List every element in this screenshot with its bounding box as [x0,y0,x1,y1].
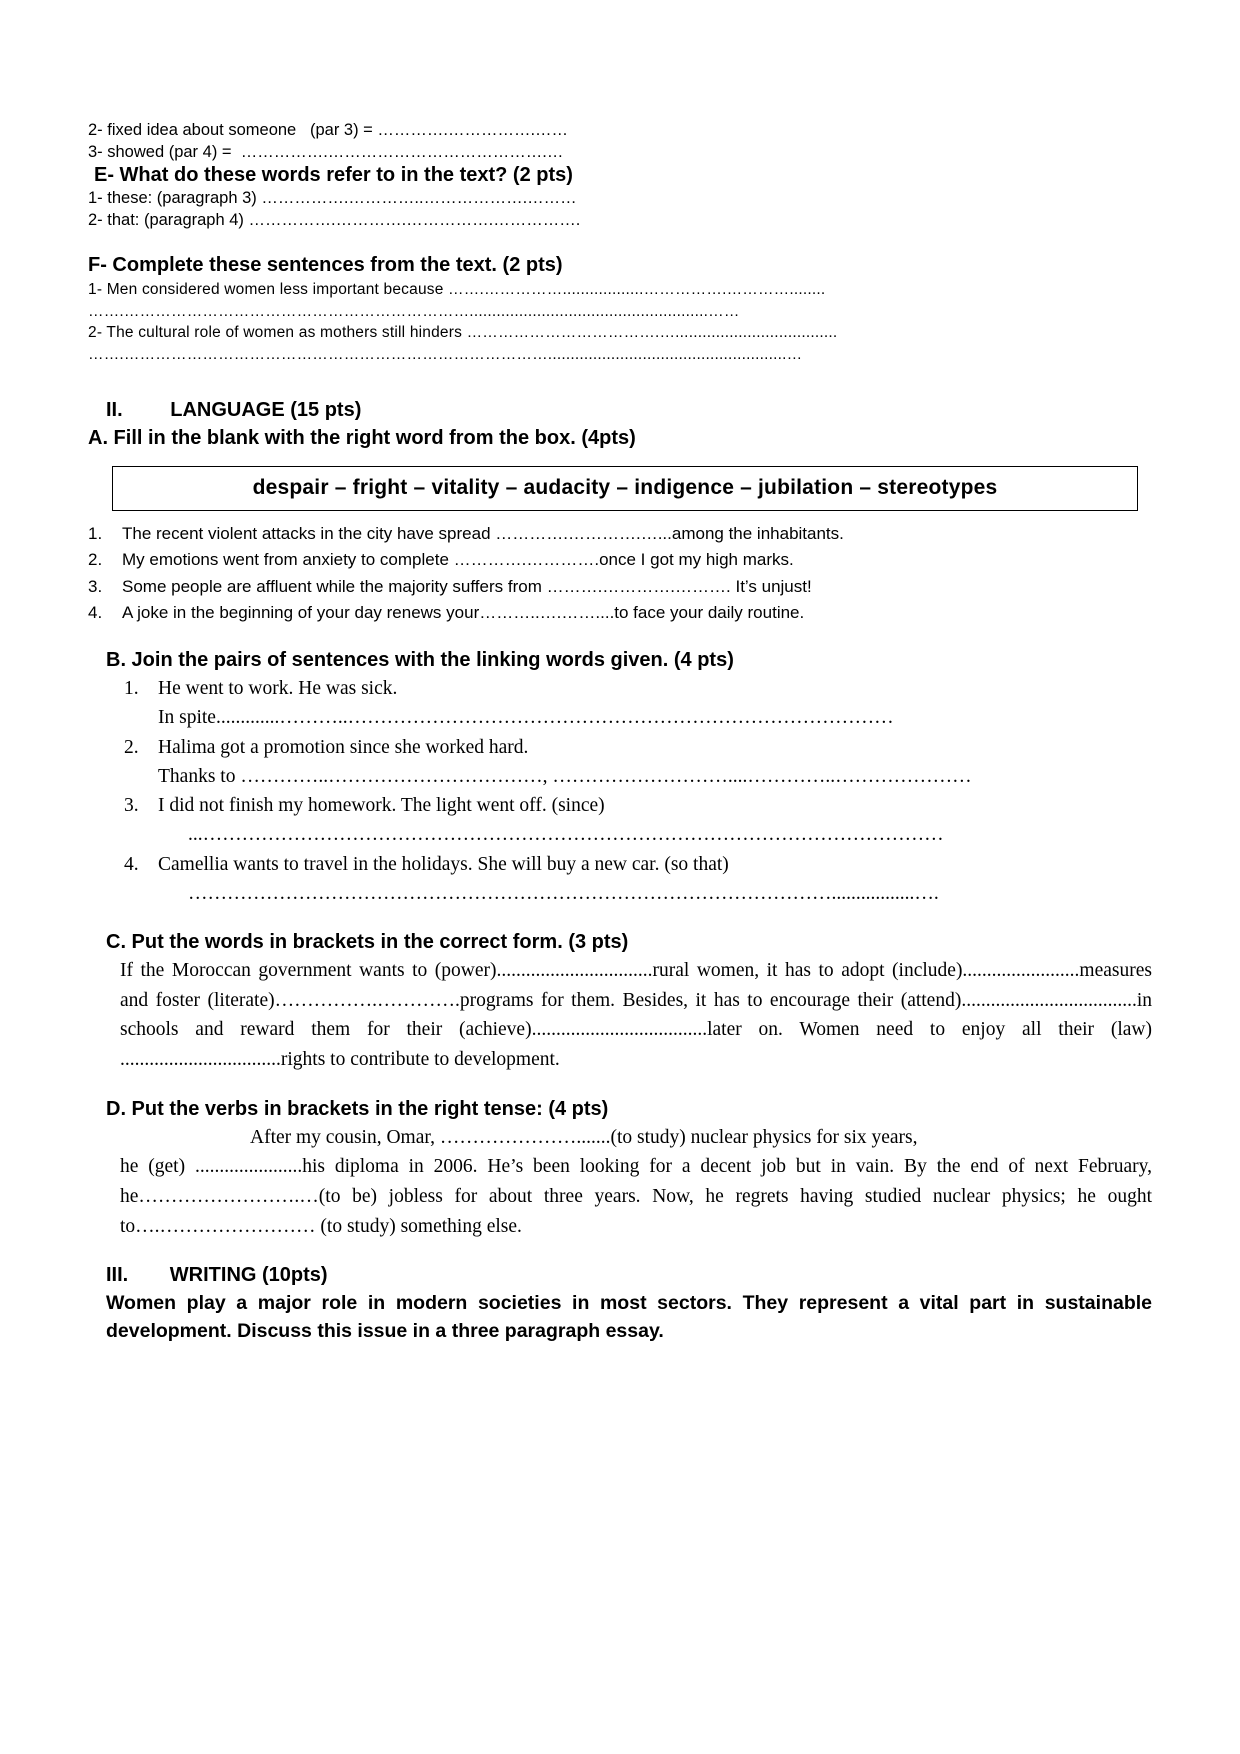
section-b-list [124,850,1152,879]
part-three-number: III. [106,1264,129,1287]
section-f-item: 2- The cultural role of women as mothers still hinders ……………………………….….................................... [88,324,838,342]
section-e-item: 2- that: (paragraph 4) …………….………….…………….……………. [88,210,581,229]
section-f-item: …….………………………………………………………….....................................................…… [88,302,740,320]
vocab-item: 3- showed (par 4) = …………….………………………………….… [88,142,564,161]
section-f [88,251,1152,366]
section-c-text: If the Moroccan government wants to (power)................................rural women, it has to adopt (include)........................measures and foster (literate)…………….………….programs for them. Besides, it has to encourage their (attend)....................................in schools and reward them for their (achieve)....................................later on. Women need to enjoy all their (law) .................................rights to contribute to development. [120,960,1152,1071]
part-three-heading [106,1261,1152,1289]
part-two-title: LANGUAGE (15 pts) [170,398,362,421]
section-b-list [124,791,1152,820]
item-text: My emotions went from anxiety to complete ………….………….once I got my high marks. [122,550,794,570]
item-text: He went to work. He was sick. [158,678,398,700]
section-e-item: 1- these: (paragraph 3) …………….…………..……………….……… [88,188,577,207]
item-number: 4. [124,853,139,875]
item-text: I did not finish my homework. The light went off. (since) [158,795,605,817]
vocab-tail-block [88,120,1152,164]
section-f-item: …….……………………………………………………………………….....................................................… [88,346,803,364]
answer-line: In spite.............………..………………………………………………………………………… [158,707,894,729]
item-number: 1. [124,678,139,700]
item-text: The recent violent attacks in the city have spread ………….………….…...among the inhabitants. [122,523,844,543]
list-item [124,674,1152,703]
part-two-heading [106,396,1152,424]
answer-line: ……………………………………………………………………………………….................…. [188,882,939,904]
section-e-title: E- What do these words refer to in the text? (2 pts) [94,163,573,186]
item-number: 2. [88,550,103,570]
section-f-title: F- Complete these sentences from the text. (2 pts) [88,254,563,277]
section-e [88,164,1152,232]
list-item [88,600,1152,626]
item-number: 3. [124,795,139,817]
vocab-item: 2- fixed idea about someone (par 3) = ………….…………….…… [88,121,569,139]
item-text: Some people are affluent while the majority suffers from ……….………….………. It’s unjust! [122,576,812,596]
section-b-title: B. Join the pairs of sentences with the linking words given. (4 pts) [106,649,734,672]
item-number: 3. [88,576,103,596]
section-f-item: 1- Men considered women less important because …….……………..................…………….…………........ [88,281,826,299]
section-d-text-first: After my cousin, Omar, ………………….......(to study) nuclear physics for six years, [250,1126,918,1148]
answer-line: ...…………………………………………………………………………………………………… [188,824,944,846]
part-two [88,396,1152,1241]
part-three [88,1261,1152,1346]
item-text: Halima got a promotion since she worked hard. [158,736,529,758]
word-box: despair – fright – vitality – audacity – indigence – jubilation – stereotypes [112,466,1138,511]
list-item [124,791,1152,820]
writing-prompt: Women play a major role in modern societies in most sectors. They represent a vital part in sustainable development. Discuss this issue in a three paragraph essay. [106,1292,1152,1343]
section-c-title: C. Put the words in brackets in the correct form. (3 pts) [106,931,629,954]
list-item [124,733,1152,762]
part-three-title: WRITING (10pts) [169,1264,328,1287]
list-item [88,547,1152,573]
item-text: A joke in the beginning of your day renews your………..….……....to face your daily routine. [122,602,805,622]
list-item [88,521,1152,547]
item-number: 2. [124,736,139,758]
list-item [88,574,1152,600]
section-d-text-rest: he (get) ......................his diploma in 2006. He’s been looking for a decent job but in vain. By the end of next February, he…………………….…(to be) jobless for about three years. Now, he regrets having studied nuclear physics; he ought to….…………………… (to study) something else. [120,1156,1152,1237]
item-text: Camellia wants to travel in the holidays. She will buy a new car. (so that) [158,853,729,875]
section-a-list [88,521,1152,626]
list-item [124,850,1152,879]
section-b-list [124,733,1152,762]
item-number: 1. [88,523,103,543]
section-d-title: D. Put the verbs in brackets in the right tense: (4 pts) [106,1097,609,1120]
item-number: 4. [88,602,103,622]
section-a-title: A. Fill in the blank with the right word from the box. (4pts) [88,426,636,449]
section-b-list [124,674,1152,703]
part-two-number: II. [106,398,123,421]
answer-line: Thanks to …………..……………………………, ………………………....…………..………………… [158,765,972,787]
